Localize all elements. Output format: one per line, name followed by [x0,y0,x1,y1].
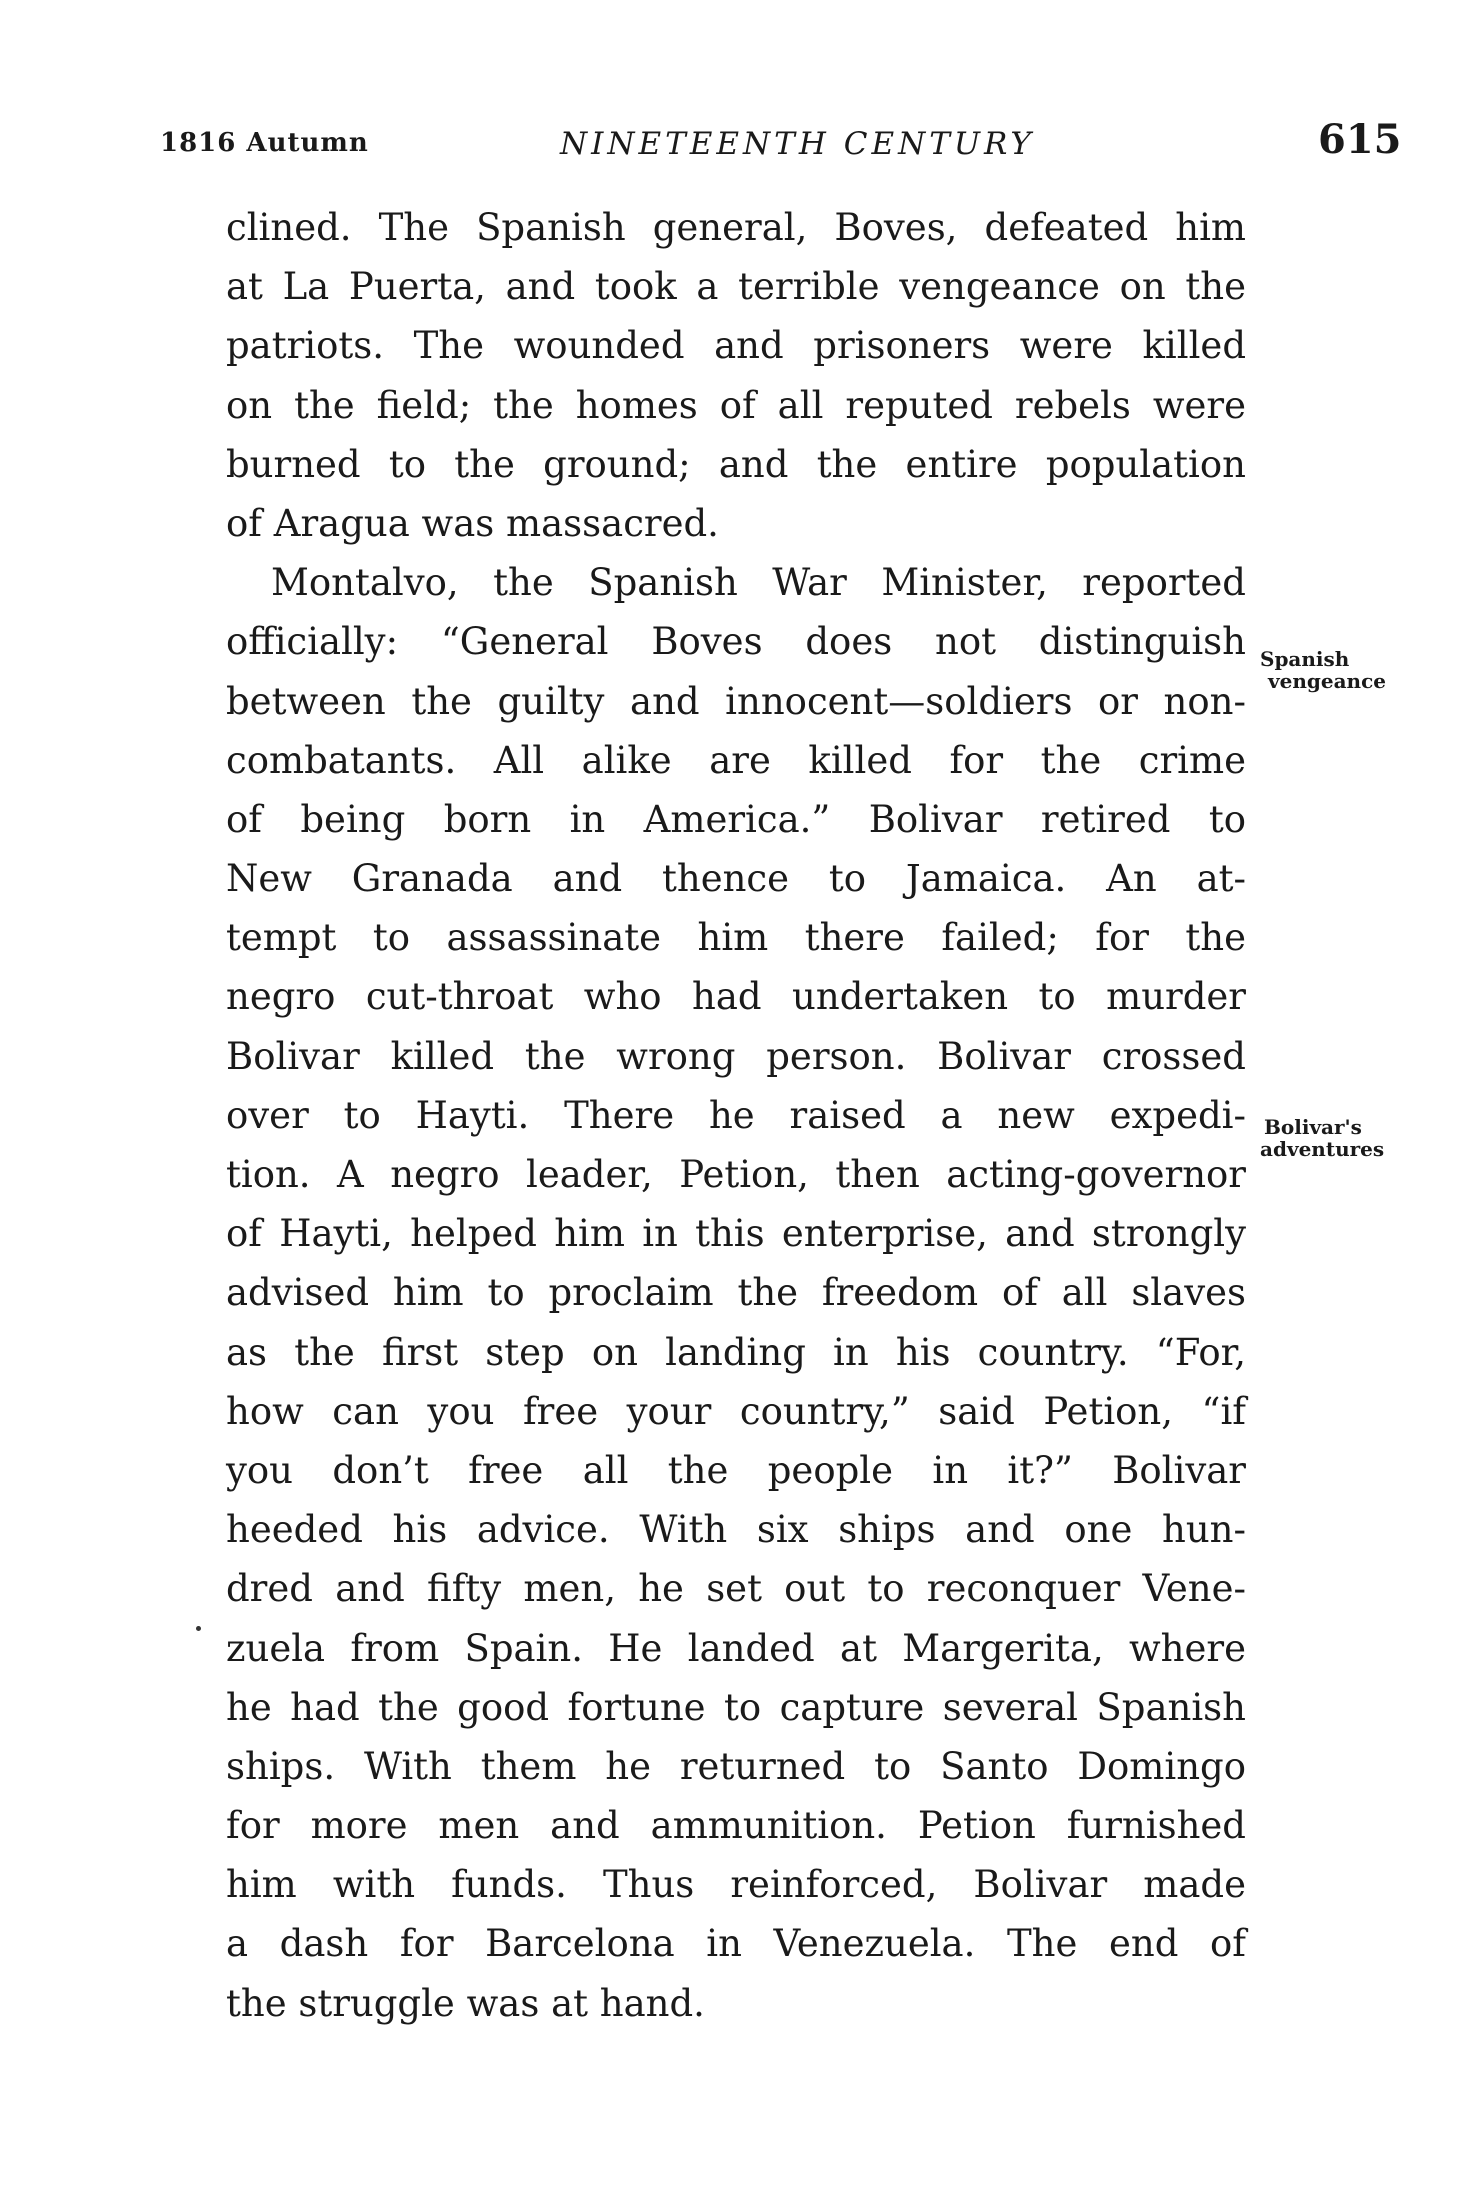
running-header [0,112,1482,182]
text-line: clined. The Spanish general, Boves, defeated him [226,206,1246,249]
sidenote-line: vengeance [1268,669,1386,693]
text-line: heeded his advice. With six ships and one hun- [226,1508,1246,1552]
text-line: Montalvo, the Spanish War Minister, reported [271,561,1246,605]
text-line: ships. With them he returned to Santo Domingo [226,1744,1246,1788]
header-title: NINETEENTH CENTURY [560,126,1035,162]
text-line: a dash for Barcelona in Venezuela. The end of [226,1922,1246,1966]
header-date: 1816 Autumn [160,128,369,158]
text-line: over to Hayti. There he raised a new expedi- [226,1093,1246,1137]
text-line: you don’t free all the people in it?” Bolivar [226,1448,1246,1492]
text-line: of Hayti, helped him in this enterprise, and strongly [226,1212,1246,1256]
text-line: burned to the ground; and the entire population [226,442,1246,486]
page-number: 615 [1318,116,1402,163]
text-line: on the field; the homes of all reputed rebels were [226,383,1246,427]
text-line: officially: “General Boves does not distinguish [226,620,1246,664]
sidenote-line: adventures [1260,1137,1385,1161]
text-line: negro cut-throat who had undertaken to murder [226,975,1246,1019]
text-line: New Granada and thence to Jamaica. An at- [226,857,1246,901]
sidenote-line: Bolivar's [1264,1115,1362,1139]
stray-mark [196,1626,201,1631]
text-line: of Aragua was massacred. [226,501,719,545]
text-line: zuela from Spain. He landed at Margerita, where [226,1626,1246,1670]
text-line: dred and fifty men, he set out to reconquer Vene- [226,1567,1246,1611]
sidenote-bolivars-adventures [1260,1116,1384,1160]
text-line: patriots. The wounded and prisoners were killed [226,324,1246,368]
text-line: Bolivar killed the wrong person. Bolivar crossed [226,1034,1246,1078]
sidenote-line: Spanish [1260,647,1350,671]
text-line: the struggle was at hand. [226,1981,705,2025]
text-line: advised him to proclaim the freedom of all slaves [226,1271,1246,1315]
text-line: for more men and ammunition. Petion furnished [226,1804,1246,1848]
text-line: as the first step on landing in his country. “For, [226,1330,1246,1374]
text-line: how can you free your country,” said Petion, “if [226,1389,1246,1433]
text-line: at La Puerta, and took a terrible vengeance on the [226,265,1246,309]
body-text [226,198,1246,2033]
text-line: between the guilty and innocent—soldiers or non- [226,679,1246,723]
text-line: tion. A negro leader, Petion, then acting-governor [226,1153,1246,1196]
sidenote-spanish-vengeance [1260,648,1386,692]
text-line: combatants. All alike are killed for the crime [226,738,1246,782]
text-line: him with funds. Thus reinforced, Bolivar made [226,1863,1246,1907]
text-line: tempt to assassinate him there failed; for the [226,916,1246,960]
text-line: he had the good fortune to capture several Spanish [226,1685,1246,1729]
text-line: of being born in America.” Bolivar retired to [226,797,1246,841]
